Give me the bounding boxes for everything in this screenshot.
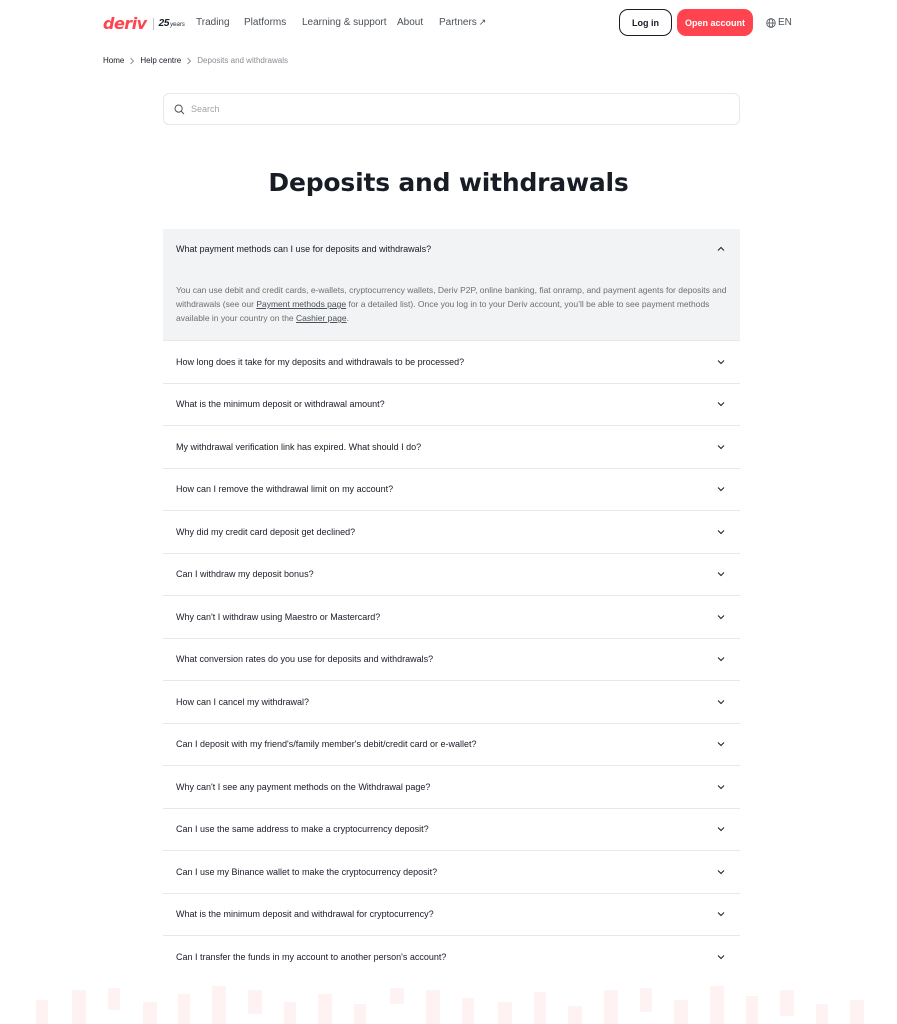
deco-candle	[108, 988, 120, 1010]
chevron-right-icon	[129, 57, 135, 65]
faq-question-toggle[interactable]	[163, 681, 740, 723]
faq-question-text: How long does it take for my deposits and withdrawals to be processed?	[176, 356, 465, 367]
faq-question-toggle[interactable]	[163, 469, 740, 511]
breadcrumb	[103, 56, 288, 65]
deco-candle	[284, 1002, 296, 1024]
faq-item[interactable]	[163, 554, 740, 597]
anniversary-number: 25	[158, 18, 170, 29]
chevron-down-icon	[716, 527, 726, 537]
language-code: EN	[778, 17, 792, 28]
breadcrumb-help-centre[interactable]: Help centre	[140, 56, 182, 65]
faq-question-text: Why can't I see any payment methods on the Withdrawal page?	[176, 781, 431, 792]
nav-item-partners[interactable]	[439, 17, 486, 28]
faq-question-text: My withdrawal verification link has expired. What should I do?	[176, 441, 422, 452]
faq-question-toggle[interactable]	[163, 851, 740, 893]
login-button[interactable]: Log in	[619, 9, 672, 36]
faq-question-toggle[interactable]	[163, 341, 740, 383]
chevron-down-icon	[716, 909, 726, 919]
faq-question-text: Can I use the same address to make a cryptocurrency deposit?	[176, 824, 429, 835]
faq-question-text: What is the minimum deposit and withdrawal for cryptocurrency?	[176, 909, 434, 920]
search-input[interactable]	[191, 104, 691, 114]
deriv-logo[interactable]	[103, 14, 185, 33]
deco-candle	[143, 1002, 157, 1024]
faq-question-text: Can I withdraw my deposit bonus?	[176, 569, 314, 580]
chevron-down-icon	[716, 697, 726, 707]
external-link-icon: ↗	[478, 17, 487, 27]
faq-item-expanded	[163, 229, 740, 341]
deco-candle	[36, 1000, 48, 1024]
nav-item-about[interactable]: About	[397, 17, 424, 28]
nav-item-learning-support[interactable]: Learning & support	[302, 17, 387, 28]
faq-question-toggle[interactable]	[163, 639, 740, 681]
faq-question-text: Can I transfer the funds in my account to another person's account?	[176, 951, 447, 962]
faq-question-toggle[interactable]	[163, 936, 740, 978]
logo-divider	[153, 18, 154, 30]
nav-item-partners-label: Partners	[439, 17, 477, 28]
faq-item[interactable]	[163, 469, 740, 512]
faq-item[interactable]	[163, 511, 740, 554]
faq-question-text: What is the minimum deposit or withdrawal amount?	[176, 399, 385, 410]
deco-candle	[390, 988, 404, 1004]
search-icon	[174, 104, 185, 115]
faq-question-toggle[interactable]	[163, 766, 740, 808]
faq-question-text: Why can't I withdraw using Maestro or Mastercard?	[176, 611, 381, 622]
chevron-down-icon	[716, 952, 726, 962]
faq-answer	[163, 269, 740, 340]
faq-item[interactable]	[163, 851, 740, 894]
faq-item[interactable]	[163, 936, 740, 978]
deco-candle	[534, 992, 546, 1024]
footer-decoration	[0, 984, 897, 1024]
faq-question-toggle[interactable]	[163, 554, 740, 596]
anniversary-unit: years	[170, 22, 185, 28]
faq-list	[163, 229, 740, 978]
faq-answer-text-2: for a detailed list). Once you log in to your Deriv account, you’ll be able to see payment methods available in your country on the	[176, 299, 710, 323]
chevron-down-icon	[716, 399, 726, 409]
faq-question-toggle[interactable]	[163, 724, 740, 766]
faq-question-toggle[interactable]	[163, 511, 740, 553]
chevron-down-icon	[716, 357, 726, 367]
faq-item[interactable]	[163, 766, 740, 809]
faq-question-toggle[interactable]	[163, 809, 740, 851]
deco-candle	[568, 1006, 582, 1024]
site-header	[0, 0, 897, 46]
faq-item[interactable]	[163, 809, 740, 852]
faq-item[interactable]	[163, 681, 740, 724]
faq-question-text: What payment methods can I use for deposits and withdrawals?	[176, 244, 432, 254]
deco-candle	[426, 990, 440, 1024]
faq-item[interactable]	[163, 894, 740, 937]
search-box	[163, 93, 740, 125]
deco-candle	[640, 988, 652, 1012]
cashier-page-link[interactable]: Cashier page	[296, 313, 347, 323]
chevron-down-icon	[716, 569, 726, 579]
open-account-button[interactable]: Open account	[677, 9, 753, 36]
faq-question-toggle[interactable]	[163, 229, 740, 269]
faq-answer-text-1: You can use debit and credit cards, e-wallets, cryptocurrency wallets, Deriv P2P, online banking, fiat onramp, and payment agents for deposits and withdrawals (see our	[176, 285, 727, 309]
faq-question-text: How can I cancel my withdrawal?	[176, 696, 310, 707]
nav-item-platforms[interactable]: Platforms	[244, 17, 287, 28]
faq-question-text: Why did my credit card deposit get declined?	[176, 526, 356, 537]
chevron-down-icon	[716, 739, 726, 749]
deco-candle	[710, 986, 724, 1024]
deco-candle	[746, 996, 758, 1024]
faq-question-toggle[interactable]	[163, 384, 740, 426]
chevron-down-icon	[716, 782, 726, 792]
chevron-down-icon	[716, 442, 726, 452]
deco-candle	[816, 1004, 828, 1024]
faq-question-text: What conversion rates do you use for deposits and withdrawals?	[176, 654, 434, 665]
deco-candle	[178, 994, 190, 1024]
faq-item[interactable]	[163, 384, 740, 427]
chevron-down-icon	[716, 654, 726, 664]
chevron-down-icon	[716, 867, 726, 877]
deco-candle	[850, 1000, 864, 1024]
globe-icon	[766, 18, 776, 28]
chevron-up-icon	[716, 244, 726, 254]
deco-candle	[674, 1000, 688, 1024]
deco-candle	[248, 990, 262, 1014]
breadcrumb-current: Deposits and withdrawals	[197, 56, 288, 65]
faq-item[interactable]	[163, 341, 740, 384]
faq-question-toggle[interactable]	[163, 426, 740, 468]
logo-wordmark: deriv	[103, 14, 147, 33]
page-title: Deposits and withdrawals	[268, 168, 629, 197]
faq-item[interactable]	[163, 639, 740, 682]
faq-question-text: How can I remove the withdrawal limit on my account?	[176, 484, 394, 495]
anniversary-badge	[159, 18, 185, 29]
chevron-down-icon	[716, 612, 726, 622]
faq-item[interactable]	[163, 596, 740, 639]
breadcrumb-home[interactable]: Home	[103, 56, 125, 65]
faq-question-toggle[interactable]	[163, 596, 740, 638]
deco-candle	[318, 994, 332, 1024]
deco-candle	[72, 990, 86, 1024]
deco-candle	[498, 1002, 512, 1024]
deco-candle	[354, 1004, 366, 1024]
faq-item[interactable]	[163, 426, 740, 469]
faq-question-toggle[interactable]	[163, 894, 740, 936]
deco-candle	[212, 986, 226, 1024]
faq-question-text: Can I deposit with my friend's/family member's debit/credit card or e-wallet?	[176, 739, 477, 750]
chevron-down-icon	[716, 484, 726, 494]
chevron-right-icon	[186, 57, 192, 65]
deco-candle	[462, 998, 474, 1024]
payment-methods-link[interactable]: Payment methods page	[256, 299, 347, 309]
deco-candle	[780, 990, 794, 1016]
deco-candle	[604, 990, 618, 1024]
faq-question-text: Can I use my Binance wallet to make the cryptocurrency deposit?	[176, 866, 438, 877]
nav-item-trading[interactable]: Trading	[196, 17, 230, 28]
language-selector[interactable]	[766, 17, 792, 28]
faq-answer-text-3: .	[346, 313, 349, 323]
faq-item[interactable]	[163, 724, 740, 767]
chevron-down-icon	[716, 824, 726, 834]
